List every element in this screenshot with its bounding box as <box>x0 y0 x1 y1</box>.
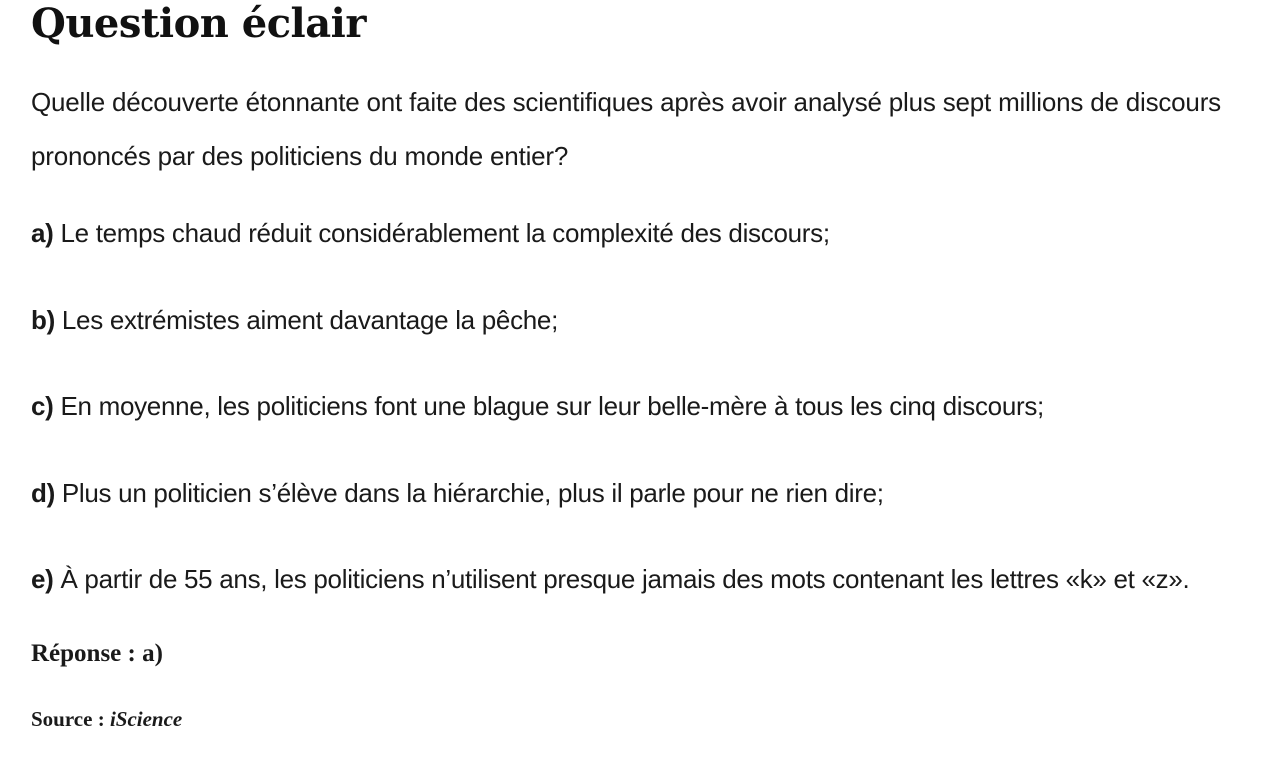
answer-line <box>31 639 1276 669</box>
question-text: Quelle découverte étonnante ont faite des scientifiques après avoir analysé plus sept millions de discours prononcés par des politiciens du monde entier? <box>31 87 1221 171</box>
option-text: Le temps chaud réduit considérablement la complexité des discours; <box>53 218 830 248</box>
answer-label: Réponse : <box>31 640 143 667</box>
article-content <box>31 0 1276 732</box>
option-c <box>31 389 1276 423</box>
page-title: Question éclair <box>31 0 366 47</box>
source-line <box>31 706 1276 732</box>
source-label: Source : <box>31 707 110 731</box>
option-text: En moyenne, les politiciens font une blague sur leur belle-mère à tous les cinq discours; <box>53 391 1044 421</box>
option-letter: d) <box>31 477 55 508</box>
option-text: Les extrémistes aiment davantage la pêche; <box>54 304 559 335</box>
option-text: Plus un politicien s’élève dans la hiérarchie, plus il parle pour ne rien dire; <box>54 477 884 508</box>
option-d <box>31 476 1276 510</box>
option-b <box>31 303 1276 337</box>
option-letter: a) <box>31 218 54 248</box>
option-letter: b) <box>31 304 55 335</box>
source-publication: iScience <box>109 707 183 731</box>
option-text: À partir de 55 ans, les politiciens n’utilisent presque jamais des mots contenant les lettres «k» et «z». <box>53 564 1190 594</box>
answer-value: a) <box>142 640 163 667</box>
option-letter: e) <box>31 564 54 594</box>
option-letter: c) <box>31 391 54 421</box>
option-a <box>31 216 1276 250</box>
option-e <box>31 562 1276 596</box>
